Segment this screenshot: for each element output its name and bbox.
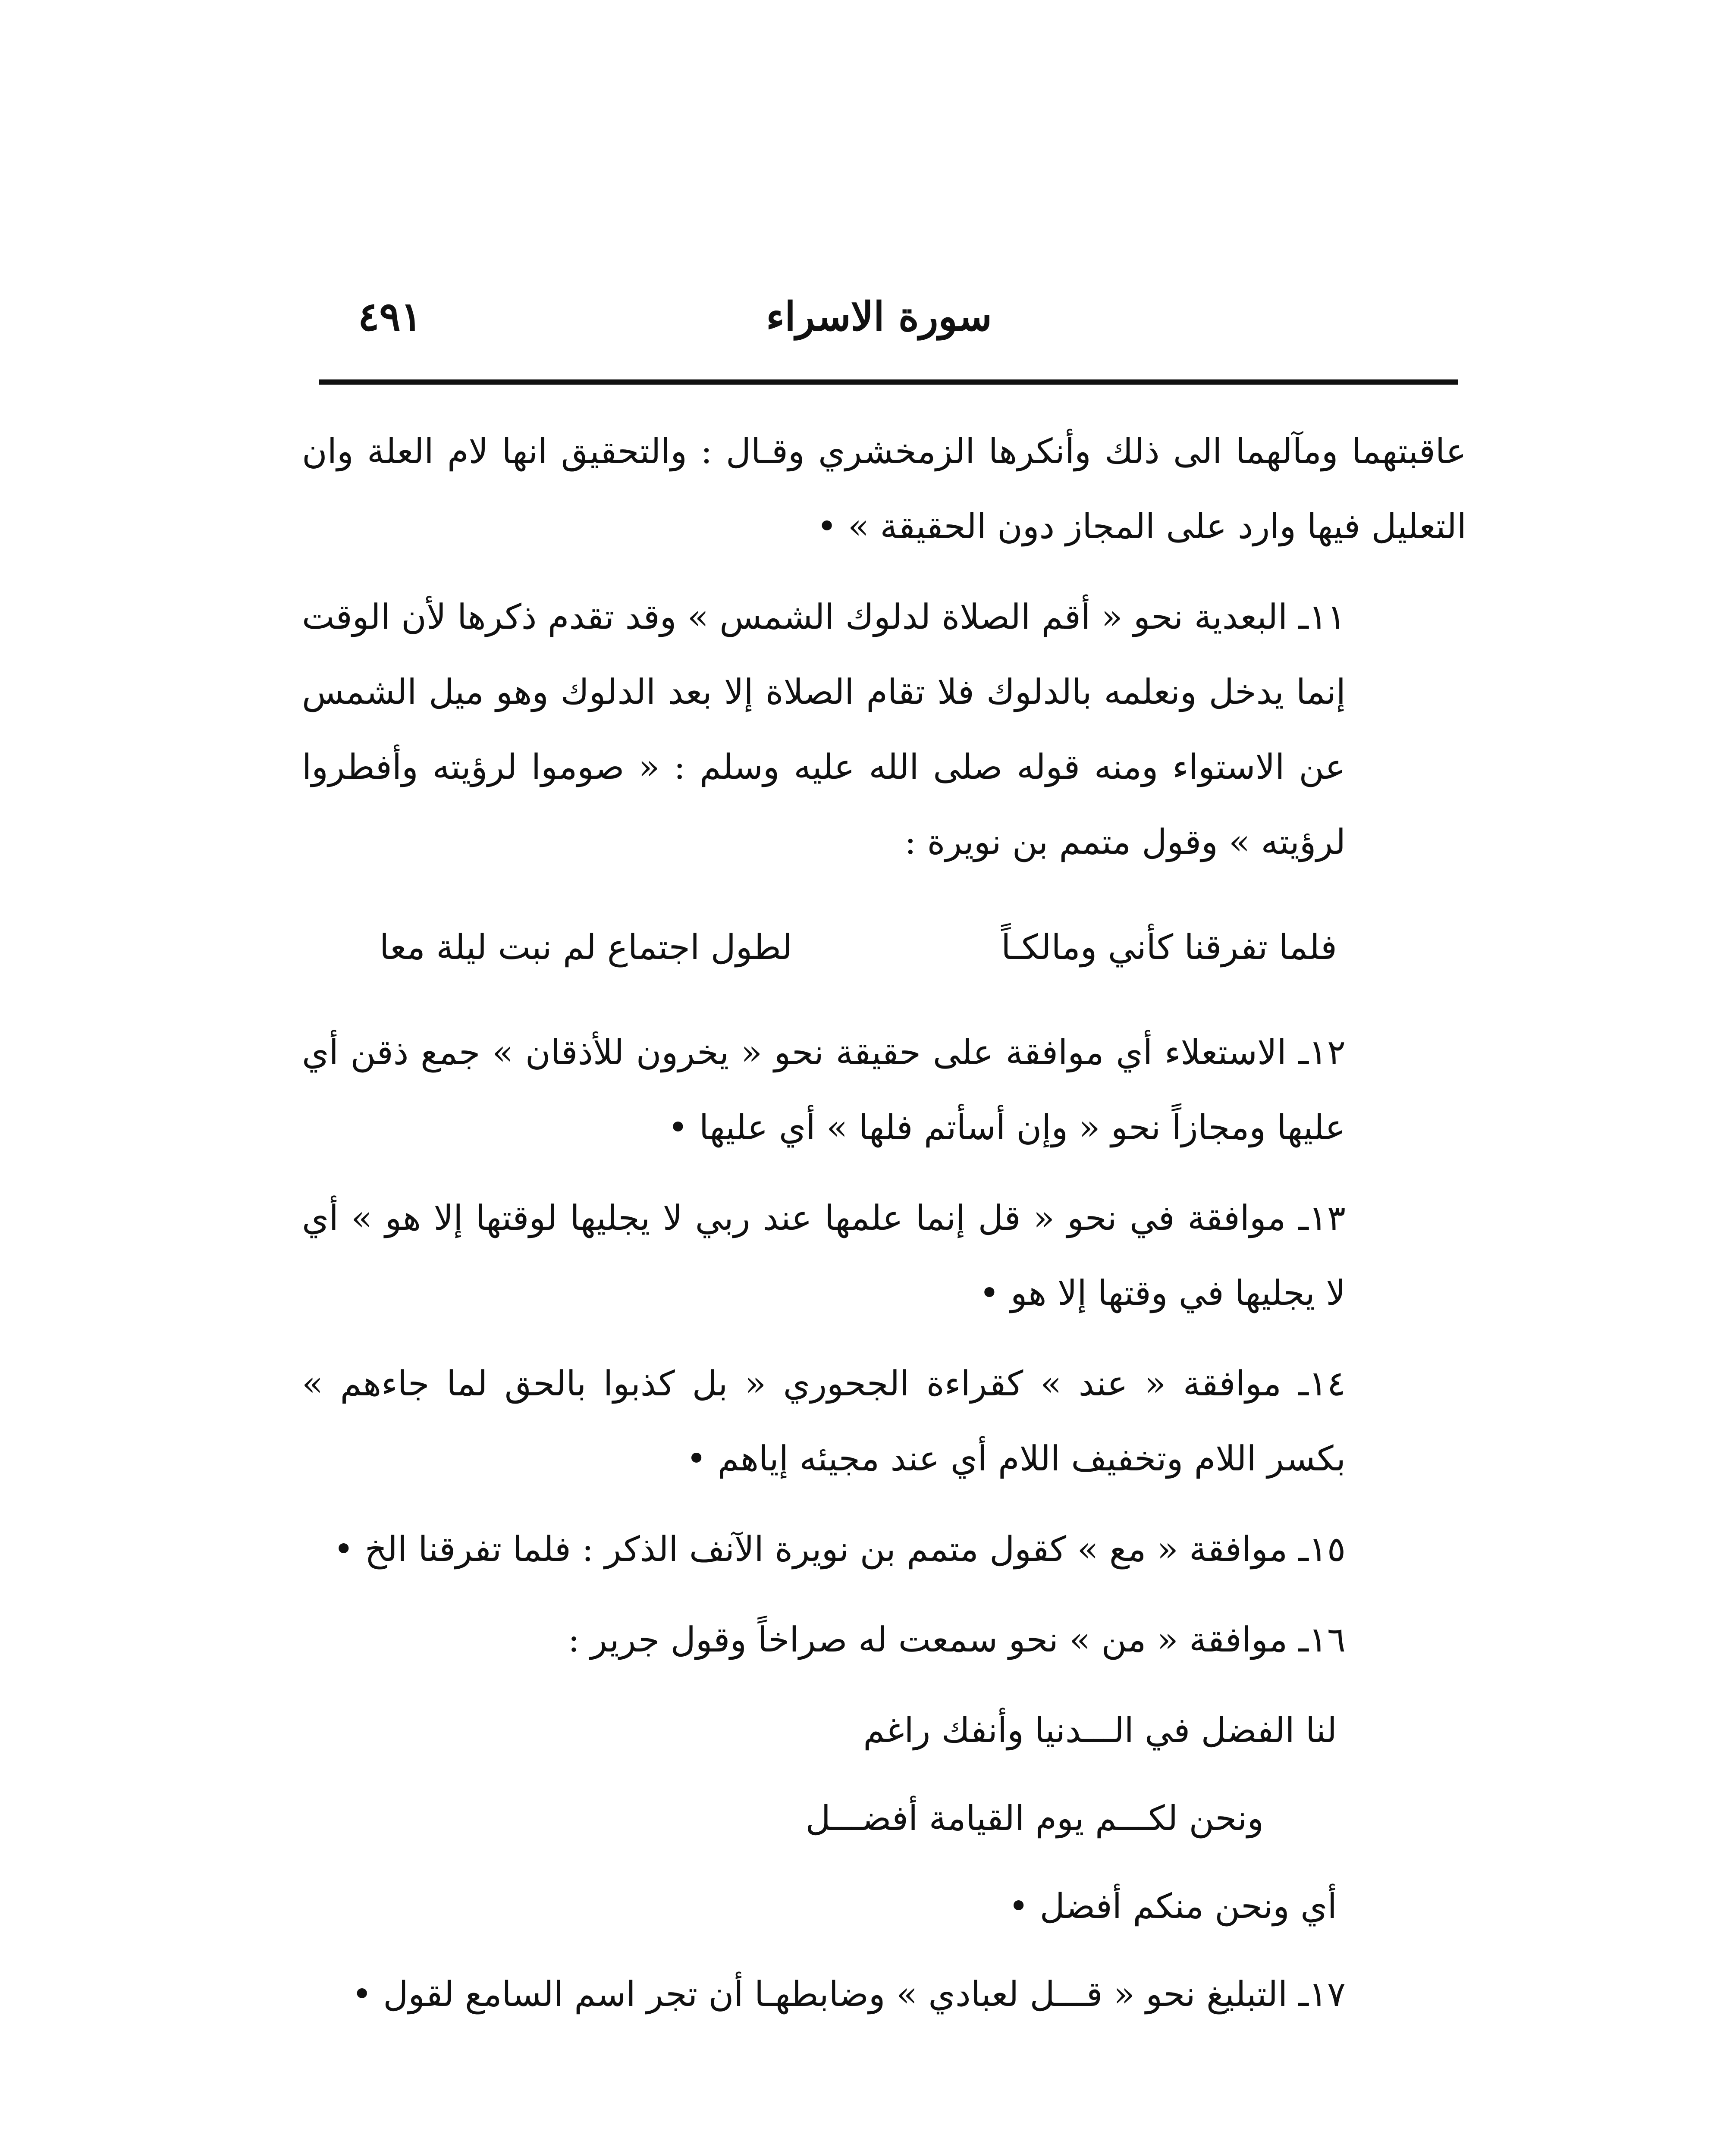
paragraph-11: ١١ـ البعدية نحو « أقم الصلاة لدلوك الشمس » وقد تقدم ذكرها لأن الوقت إنما يدخل ونعلمه بالدلوك فلا تقام الصلاة إلا بعد الدلوك وهو ميل الشمس عن الاستواء ومنه قوله صلى الله عليه وسلم : « صوموا لرؤيته وأفطروا لرؤيته » وقول متمم بن نويرة : bbox=[302, 597, 1346, 862]
paragraph-16: ١٦ـ موافقة « من » نحو سمعت له صراخاً وقول جرير : bbox=[568, 1620, 1346, 1660]
page-header bbox=[319, 276, 1458, 379]
paragraph-17: ١٧ـ التبليغ نحو « قـــل لعبادي » وضابطهـا أن تجر اسم السامع لقول • bbox=[352, 1974, 1346, 2014]
paragraph-13: ١٣ـ موافقة في نحو « قل إنما علمها عند ربي لا يجليها لوقتها إلا هو » أي لا يجليها في وقتها إلا هو • bbox=[302, 1198, 1346, 1313]
verse-line-2: ونحن لكـــم يوم القيامة أفضـــل bbox=[805, 1798, 1264, 1838]
header-divider bbox=[319, 379, 1458, 385]
verse-hemistich-second: لطول اجتماع لم نبت ليلة معا bbox=[380, 927, 793, 967]
paragraph-15: ١٥ـ موافقة « مع » كقول متمم بن نويرة الآنف الذكر : فلما تفرقنا الخ • bbox=[333, 1529, 1346, 1569]
paragraph-14: ١٤ـ موافقة « عند » كقراءة الجحوري « بل كذبوا بالحق لما جاءهم » بكسر اللام وتخفيف اللام أي عند مجيئه إياهم • bbox=[302, 1363, 1346, 1479]
verse-line-1: لنا الفضل في الـــدنيا وأنفك راغم bbox=[863, 1710, 1337, 1750]
verse-gloss: أي ونحن منكم أفضل • bbox=[1008, 1886, 1337, 1926]
chapter-title: سورة الاسراء bbox=[766, 293, 992, 340]
paragraph-continuation: عاقبتهما ومآلهما الى ذلك وأنكرها الزمخشري وقـال : والتحقيق انها لام العلة وان التعليل فيها وارد على المجاز دون الحقيقة » • bbox=[302, 431, 1466, 546]
verse-hemistich-first: فلما تفرقنا كأني ومالكـاً bbox=[1001, 927, 1337, 967]
verse-couplet-1 bbox=[380, 910, 1337, 985]
page-body bbox=[302, 414, 1466, 2047]
paragraph-12: ١٢ـ الاستعلاء أي موافقة على حقيقة نحو « يخرون للأذقان » جمع ذقن أي عليها ومجازاً نحو « وإن أسأتم فلها » أي عليها • bbox=[302, 1032, 1346, 1147]
page-number: ٤٩١ bbox=[358, 293, 422, 340]
